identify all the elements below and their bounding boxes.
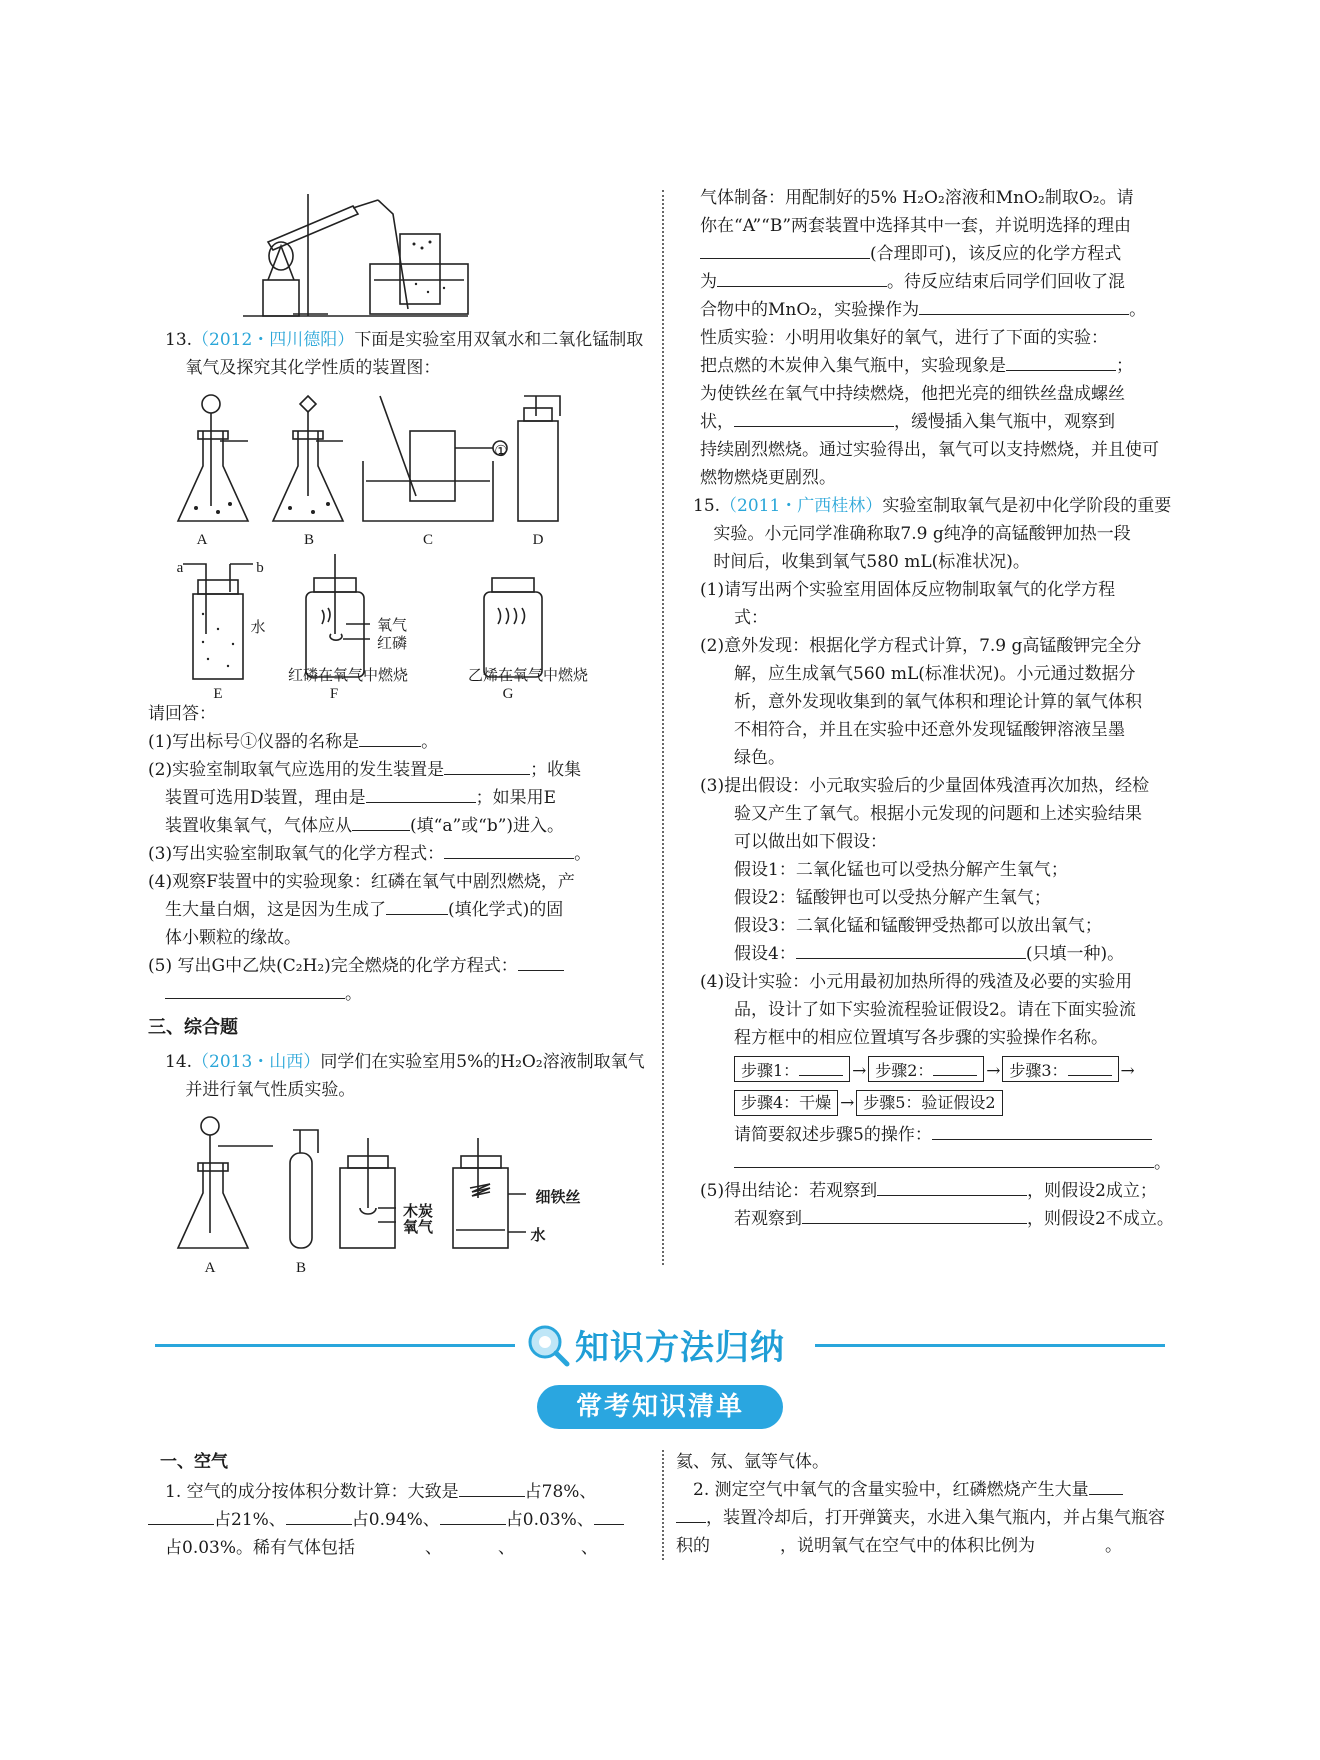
banner-title: 知识方法归纳	[575, 1328, 785, 1368]
label-circle-1: ①	[494, 444, 508, 460]
q13-p4-text-c: (填化学式)的固	[448, 900, 564, 920]
q14-label-water: 水	[530, 1228, 546, 1244]
step2-blank[interactable]	[933, 1057, 977, 1076]
q15-part3	[700, 772, 1178, 968]
q15-p1a: (1)请写出两个实验室用固体反应物制取氧气的化学方程	[700, 580, 1116, 600]
k1-blank1[interactable]	[459, 1478, 525, 1497]
q14-continued	[700, 184, 1178, 492]
q13-p3-blank[interactable]	[444, 840, 574, 859]
step1-box[interactable]	[734, 1056, 850, 1082]
label-f-phosphorus: 红磷	[376, 636, 407, 652]
q13-p2-text-c: 装置可选用D装置，理由是	[165, 788, 366, 808]
step3-label: 步骤3：	[1009, 1061, 1068, 1080]
q13-p4-text-b: 生大量白烟，这是因为生成了	[165, 900, 386, 920]
left-column	[148, 184, 653, 1276]
q15-p4b: 品，设计了如下实验流程验证假设2。请在下面实验流	[734, 1000, 1136, 1020]
apparatus-e-g-figure	[148, 554, 653, 700]
q13-part5	[148, 952, 653, 1008]
knowledge-item1-continued: 氦、氖、氩等气体。	[676, 1452, 829, 1472]
label-b: B	[303, 532, 314, 548]
label-e-b: b	[256, 560, 264, 576]
q15-p2b: 解，应生成氧气560 mL(标准状况)。小元通过数据分	[734, 664, 1136, 684]
column-divider	[662, 190, 664, 1265]
q13-part3	[148, 840, 653, 868]
q15-p4e: 。	[1154, 1153, 1171, 1173]
right-column	[693, 184, 1178, 1233]
q15-p4a: (4)设计实验：小元用最初加热所得的残渣及必要的实验用	[700, 972, 1133, 992]
knowledge-item1	[148, 1478, 653, 1562]
q14-r5b: 。	[1129, 300, 1147, 320]
q14-stem	[148, 1048, 653, 1104]
q14-source: （2013・山西）	[192, 1052, 321, 1072]
knowledge-item2	[676, 1476, 1176, 1560]
k1b: 占78%、	[524, 1482, 597, 1502]
q13-p2-text-d: ；如果用E	[475, 788, 557, 808]
k1-blank4[interactable]	[440, 1506, 506, 1525]
section-3-heading: 三、综合题	[148, 1017, 238, 1038]
arrow-icon: →	[840, 1093, 855, 1113]
q15-p3c: 可以做出如下假设：	[734, 832, 887, 852]
q13-p2-text-b: ；收集	[530, 760, 582, 780]
k2-blank2[interactable]	[676, 1504, 706, 1523]
q14-equation-blank[interactable]	[717, 268, 887, 287]
q15-h3: 假设3：二氧化锰和锰酸钾受热都可以放出氧气；	[734, 916, 1102, 936]
q13-part1	[148, 728, 653, 756]
k1d: 占0.94%、	[351, 1510, 440, 1530]
q14-number: 14.	[165, 1052, 193, 1072]
q13-stem-line1: 下面是实验室用双氧水和二氧化锰制取	[354, 330, 644, 350]
q14-reason-blank[interactable]	[700, 240, 870, 259]
apparatus-a-d-svg	[148, 386, 653, 546]
step3-blank[interactable]	[1068, 1057, 1112, 1076]
q15-p3b: 验又产生了氧气。根据小元发现的问题和上述实验结果	[734, 804, 1142, 824]
q14-r2: 你在“A”“B”两套装置中选择其中一套，并说明选择的理由	[700, 216, 1132, 236]
k1a: 1. 空气的成分按体积分数计算：大致是	[165, 1482, 459, 1502]
heating-apparatus-svg	[148, 184, 653, 320]
label-f-oxygen: 氧气	[376, 618, 407, 634]
q15-step5-describe	[700, 1121, 1178, 1177]
q15-p5c: 若观察到	[734, 1209, 802, 1229]
magnifier-icon	[525, 1322, 571, 1368]
q13-p3-end: 。	[574, 844, 592, 864]
k1-blank5[interactable]	[594, 1506, 624, 1525]
q13-p2-text-e: 装置收集氧气，气体应从	[165, 816, 352, 836]
q14-label-oxygen: 氧气	[402, 1220, 433, 1236]
step2-box[interactable]	[868, 1056, 984, 1082]
q14-r10: 持续剧烈燃烧。通过实验得出，氧气可以支持燃烧，并且使可	[700, 440, 1159, 460]
k1-blank2[interactable]	[148, 1506, 214, 1525]
k1i: 、	[581, 1538, 599, 1558]
step2-label: 步骤2：	[875, 1061, 934, 1080]
q14-stem-line1: 同学们在实验室用5%的H₂O₂溶液制取氧气	[320, 1052, 645, 1072]
q13-p4-blank[interactable]	[386, 896, 448, 915]
q15-conclusion-blank1[interactable]	[877, 1177, 1027, 1196]
flow-chart-row1	[700, 1056, 1178, 1085]
label-d: D	[532, 532, 544, 548]
q15-p2c: 析，意外发现收集到的氧气体积和理论计算的氧气体积	[734, 692, 1142, 712]
q13-p1-blank[interactable]	[359, 728, 421, 747]
q13-p5-end: 。	[345, 984, 362, 1004]
label-a: A	[196, 532, 208, 548]
q13-p2-text-f: (填“a”或“b”)进入。	[410, 816, 565, 836]
q13-part2	[148, 756, 653, 840]
q14-spiral-blank[interactable]	[734, 408, 894, 427]
q13-p5-blank2[interactable]	[165, 980, 345, 999]
q14-r3: (合理即可)，该反应的化学方程式	[870, 244, 1122, 264]
q14-label-charcoal: 木炭	[402, 1204, 433, 1220]
heating-apparatus-figure	[148, 184, 653, 320]
q14-r7a: 把点燃的木炭伸入集气瓶中，实验现象是	[700, 356, 1006, 376]
knowledge-left	[148, 1448, 653, 1562]
q15-p4c: 程方框中的相应位置填写各步骤的实验操作名称。	[734, 1028, 1108, 1048]
q15-hypothesis4-blank[interactable]	[796, 940, 1026, 959]
q14-label-a: A	[204, 1260, 216, 1276]
label-e-water: 水	[250, 620, 266, 636]
flow-chart-row2	[700, 1089, 1178, 1117]
q15-part4	[700, 968, 1178, 1052]
q14-r11: 燃物燃烧更剧烈。	[700, 468, 836, 488]
q13-source: （2012・四川德阳）	[192, 330, 355, 350]
q15-part2	[700, 632, 1178, 772]
q13-p2-blank1[interactable]	[444, 756, 530, 775]
caption-f: 红磷在氧气中燃烧	[287, 668, 408, 684]
q15-p5d: ，则假设2不成立。	[1027, 1209, 1174, 1229]
q15-p2e: 绿色。	[734, 748, 785, 768]
step4-box: 步骤4：干燥	[734, 1090, 838, 1116]
k2d: ，说明氧气在空气中的体积比例为	[780, 1536, 1035, 1556]
q15-stem	[676, 492, 1178, 576]
q13-number: 13.	[165, 330, 193, 350]
q15-p2d: 不相符合，并且在实验中还意外发现锰酸钾溶液呈墨	[734, 720, 1125, 740]
k1g: 、	[425, 1538, 443, 1558]
k2-blank1[interactable]	[1089, 1476, 1123, 1495]
k1e: 占0.03%、	[505, 1510, 594, 1530]
q15-h4b: (只填一种)。	[1025, 944, 1125, 964]
q13-stem	[148, 326, 653, 382]
q14-r9a: 状，	[700, 412, 734, 432]
q15-conclusion-blank2[interactable]	[802, 1205, 1027, 1224]
q13-p5-text: (5) 写出G中乙炔(C₂H₂)完全燃烧的化学方程式：	[148, 956, 518, 976]
q13-p2-blank3[interactable]	[352, 812, 410, 831]
q13-p4-text-d: 体小颗粒的缘故。	[165, 928, 301, 948]
q14-figure	[148, 1108, 653, 1276]
knowledge-heading: 一、空气	[160, 1452, 228, 1472]
q14-phenomenon-blank[interactable]	[1006, 352, 1116, 371]
step5-box: 步骤5：验证假设2	[856, 1090, 1002, 1116]
q14-r7b: ；	[1116, 356, 1133, 376]
banner-line-right	[815, 1344, 1165, 1347]
k2a: 2. 测定空气中氧气的含量实验中，红磷燃烧产生大量	[693, 1480, 1089, 1500]
q13-stem-line2: 氧气及探究其化学性质的装置图：	[185, 358, 441, 378]
q15-step5-blank2[interactable]	[734, 1149, 1154, 1168]
q14-stem-line2: 并进行氧气性质实验。	[185, 1080, 356, 1100]
q15-s1: 实验室制取氧气是初中化学阶段的重要	[882, 496, 1172, 516]
q14-r6: 性质实验：小明用收集好的氧气，进行了下面的实验：	[700, 328, 1108, 348]
q15-h2: 假设2：锰酸钾也可以受热分解产生氧气；	[734, 888, 1051, 908]
arrow-icon: →	[986, 1061, 1001, 1081]
apparatus-a-d-figure	[148, 386, 653, 546]
label-e: E	[213, 686, 223, 702]
label-g: G	[502, 686, 514, 702]
q14-operation-blank[interactable]	[919, 296, 1129, 315]
banner-line-left	[155, 1344, 515, 1347]
q15-h1: 假设1：二氧化锰也可以受热分解产生氧气；	[734, 860, 1068, 880]
step1-blank[interactable]	[799, 1057, 843, 1076]
q14-r9b: ，缓慢插入集气瓶中，观察到	[894, 412, 1115, 432]
arrow-icon: →	[852, 1061, 867, 1081]
arrow-icon: →	[1120, 1061, 1135, 1081]
q15-p1b: 式：	[734, 608, 768, 628]
q15-s2: 实验。小元同学准确称取7.9 g纯净的高锰酸钾加热一段	[713, 524, 1131, 544]
label-c: C	[422, 532, 433, 548]
k1h: 、	[498, 1538, 516, 1558]
q15-h4a: 假设4：	[734, 944, 796, 964]
q13-p1-text: (1)写出标号①仪器的名称是	[148, 732, 360, 752]
q15-part5	[700, 1177, 1178, 1233]
knowledge-banner	[155, 1320, 1165, 1370]
q13-ask: 请回答：	[148, 704, 216, 724]
checklist-pill: 常考知识清单	[537, 1385, 783, 1429]
q13-p5-blank1[interactable]	[518, 952, 564, 971]
q13-p1-end: 。	[421, 732, 439, 752]
knowledge-right	[676, 1448, 1176, 1560]
caption-g: 乙烯在氧气中燃烧	[467, 668, 588, 684]
k2c: 积的	[676, 1536, 710, 1556]
k2b: ，装置冷却后，打开弹簧夹，水进入集气瓶内，并占集气瓶容	[706, 1508, 1165, 1528]
step1-label: 步骤1：	[741, 1061, 800, 1080]
q15-part1	[700, 576, 1178, 632]
k1c: 占21%、	[214, 1510, 286, 1530]
q15-number: 15.	[693, 496, 721, 516]
label-f: F	[329, 686, 339, 702]
q14-label-iron: 细铁丝	[535, 1190, 581, 1206]
q15-s3: 时间后，收集到氧气580 mL(标准状况)。	[713, 552, 1030, 572]
q15-p2a: (2)意外发现：根据化学方程式计算，7.9 g高锰酸钾完全分	[700, 636, 1142, 656]
q15-p5a: (5)得出结论：若观察到	[700, 1181, 878, 1201]
q14-label-b: B	[295, 1260, 306, 1276]
q15-step5-blank1[interactable]	[932, 1121, 1152, 1140]
q14-r8: 为使铁丝在氧气中持续燃烧，他把光亮的细铁丝盘成螺丝	[700, 384, 1125, 404]
k2e: 。	[1105, 1536, 1122, 1556]
label-e-a: a	[176, 560, 184, 576]
k1f: 占0.03%。稀有气体包括	[165, 1538, 356, 1558]
q13-p3-text: (3)写出实验室制取氧气的化学方程式：	[148, 844, 445, 864]
q15-source: （2011・广西桂林）	[720, 496, 883, 516]
q14-r4a: 为	[700, 272, 717, 292]
q14-r5a: 合物中的MnO₂，实验操作为	[700, 300, 920, 320]
q13-part4	[148, 868, 653, 952]
q15-p3a: (3)提出假设：小元取实验后的少量固体残渣再次加热，经检	[700, 776, 1150, 796]
q14-r1: 气体制备：用配制好的5% H₂O₂溶液和MnO₂制取O₂。请	[700, 188, 1134, 208]
step3-box[interactable]	[1002, 1056, 1118, 1082]
bottom-divider	[662, 1450, 664, 1560]
q15-p5b: ，则假设2成立；	[1027, 1181, 1157, 1201]
q13-p2-text-a: (2)实验室制取氧气应选用的发生装置是	[148, 760, 445, 780]
q14-r4b: 。待反应结束后同学们回收了混	[887, 272, 1125, 292]
k1-blank3[interactable]	[286, 1506, 352, 1525]
q15-p4d: 请简要叙述步骤5的操作：	[734, 1125, 932, 1145]
q13-p4-text-a: (4)观察F装置中的实验现象：红磷在氧气中剧烈燃烧，产	[148, 872, 575, 892]
q13-p2-blank2[interactable]	[366, 784, 476, 803]
